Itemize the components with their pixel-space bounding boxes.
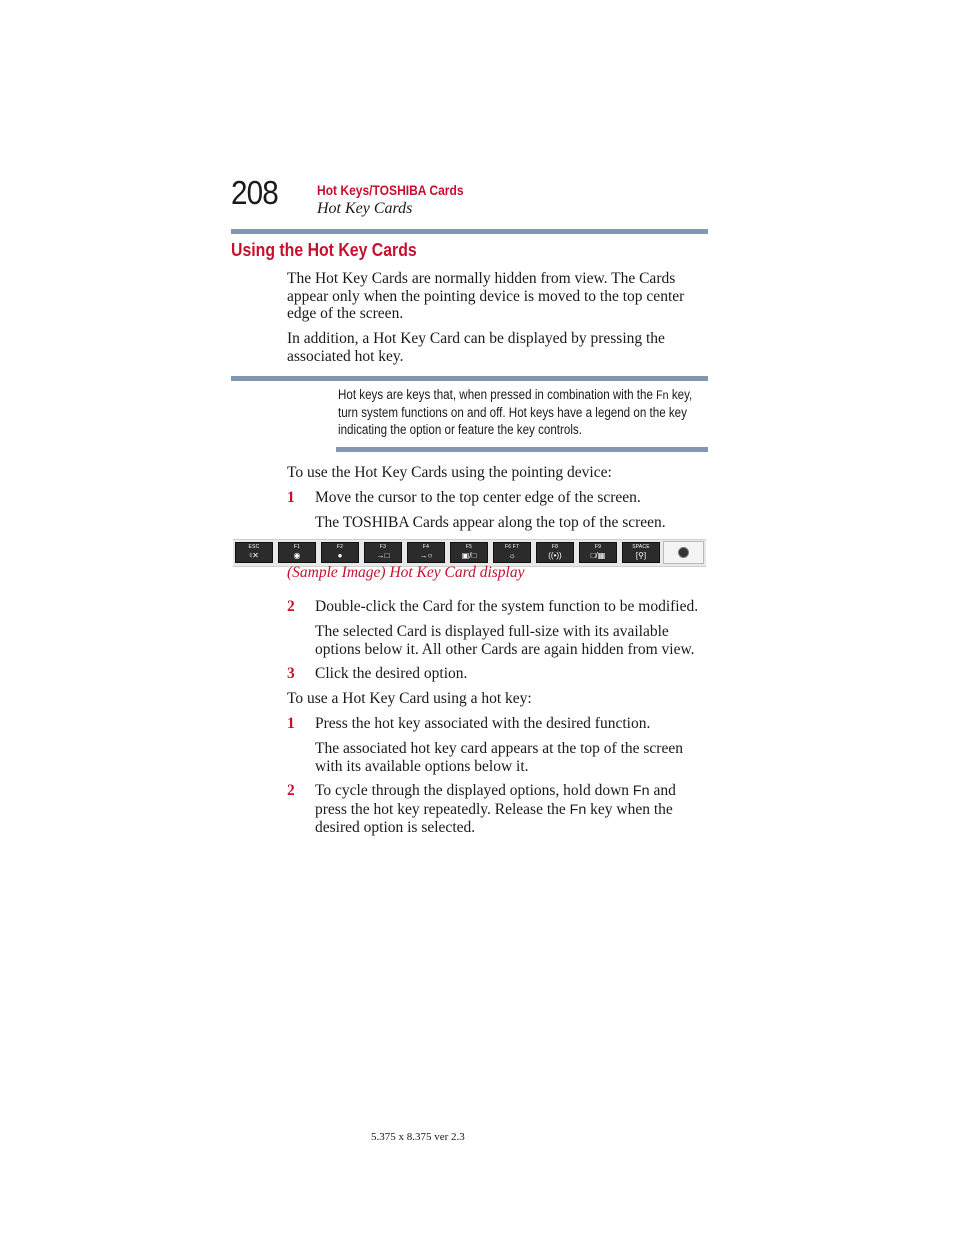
note-text-part1: Hot keys are keys that, when pressed in combination with the xyxy=(338,387,657,402)
step-number: 2 xyxy=(287,598,295,615)
figure-caption: (Sample Image) Hot Key Card display xyxy=(287,564,525,581)
step-number: 3 xyxy=(287,665,295,682)
hotkey-intro: To use a Hot Key Card using a hot key: xyxy=(287,690,532,707)
header-rule xyxy=(231,229,708,234)
page-number: 208 xyxy=(231,174,278,211)
hibernate-icon: →○ xyxy=(419,551,433,560)
hot-key-card[interactable]: F1 ◉ xyxy=(278,542,316,563)
wireless-icon: ((•)) xyxy=(548,551,562,560)
step-text xyxy=(315,782,710,837)
intro-paragraph-2: In addition, a Hot Key Card can be displayed by pressing the associated hot key. xyxy=(287,330,665,365)
power-plan-icon: ● xyxy=(337,551,343,560)
step-subtext: The TOSHIBA Cards appear along the top of the screen. xyxy=(315,514,666,531)
brightness-icon: ☼ xyxy=(508,551,516,560)
zoom-icon: [⚲] xyxy=(635,551,647,560)
step-subtext: The selected Card is displayed full-size with its available options below it. All other Cards are again hidden from view. xyxy=(315,623,695,658)
hot-key-card[interactable]: F4 →○ xyxy=(407,542,445,563)
step-number: 1 xyxy=(287,715,295,732)
step-number: 1 xyxy=(287,489,295,506)
running-header-chapter: Hot Keys/TOSHIBA Cards xyxy=(317,182,464,198)
display-output-icon: ▣/□ xyxy=(461,551,477,560)
hot-key-card[interactable]: F3 →□ xyxy=(364,542,402,563)
hot-key-card[interactable]: ESC ♮✕ xyxy=(235,542,273,563)
hot-key-card[interactable]: F2 ● xyxy=(321,542,359,563)
step-text: Click the desired option. xyxy=(315,665,468,682)
step-number: 2 xyxy=(287,782,295,799)
running-header-section: Hot Key Cards xyxy=(317,200,413,217)
sleep-icon: →□ xyxy=(376,551,390,560)
note-fn-key: Fn xyxy=(656,388,669,402)
hot-key-card[interactable]: F8 ((•)) xyxy=(536,542,574,563)
toshiba-globe-card[interactable] xyxy=(663,541,704,564)
pointing-intro: To use the Hot Key Cards using the pointing device: xyxy=(287,464,612,481)
step-subtext: The associated hot key card appears at the top of the screen with its available options below it. xyxy=(315,740,683,775)
step-text-part: To cycle through the displayed options, hold down xyxy=(315,782,633,799)
step-text-part: and press the hot key repeatedly. Release the xyxy=(315,782,676,818)
note-text-part2: key, turn system functions on and off. Hot keys have a legend on the key indicating the option or feature the key controls. xyxy=(338,387,693,437)
fn-key: Fn xyxy=(632,783,650,799)
hot-key-card[interactable]: F9 □/▦ xyxy=(579,542,617,563)
step-text: Double-click the Card for the system function to be modified. xyxy=(315,598,699,615)
hot-key-card[interactable]: F6 F7 ☼ xyxy=(493,542,531,563)
step-text: Move the cursor to the top center edge of the screen. xyxy=(315,489,641,506)
note-bottom-rule xyxy=(336,447,708,452)
touchpad-icon: □/▦ xyxy=(590,551,606,560)
note-text xyxy=(338,386,710,438)
note-top-rule xyxy=(231,376,708,381)
intro-paragraph-1: The Hot Key Cards are normally hidden from view. The Cards appear only when the pointing device is moved to the top center edge of the screen. xyxy=(287,270,685,322)
hot-key-card[interactable]: SPACE [⚲] xyxy=(622,542,660,563)
step-text-part: key when the desired option is selected. xyxy=(315,800,673,836)
page-footer: 5.375 x 8.375 ver 2.3 xyxy=(371,1131,465,1143)
speaker-mute-icon: ♮✕ xyxy=(249,551,259,560)
fn-key: Fn xyxy=(569,801,587,818)
step-text: Press the hot key associated with the desired function. xyxy=(315,715,651,732)
hot-key-card[interactable]: F5 ▣/□ xyxy=(450,542,488,563)
hot-key-card-strip xyxy=(233,539,706,567)
section-heading: Using the Hot Key Cards xyxy=(231,240,417,260)
globe-icon xyxy=(678,547,689,558)
lock-icon: ◉ xyxy=(293,551,301,560)
